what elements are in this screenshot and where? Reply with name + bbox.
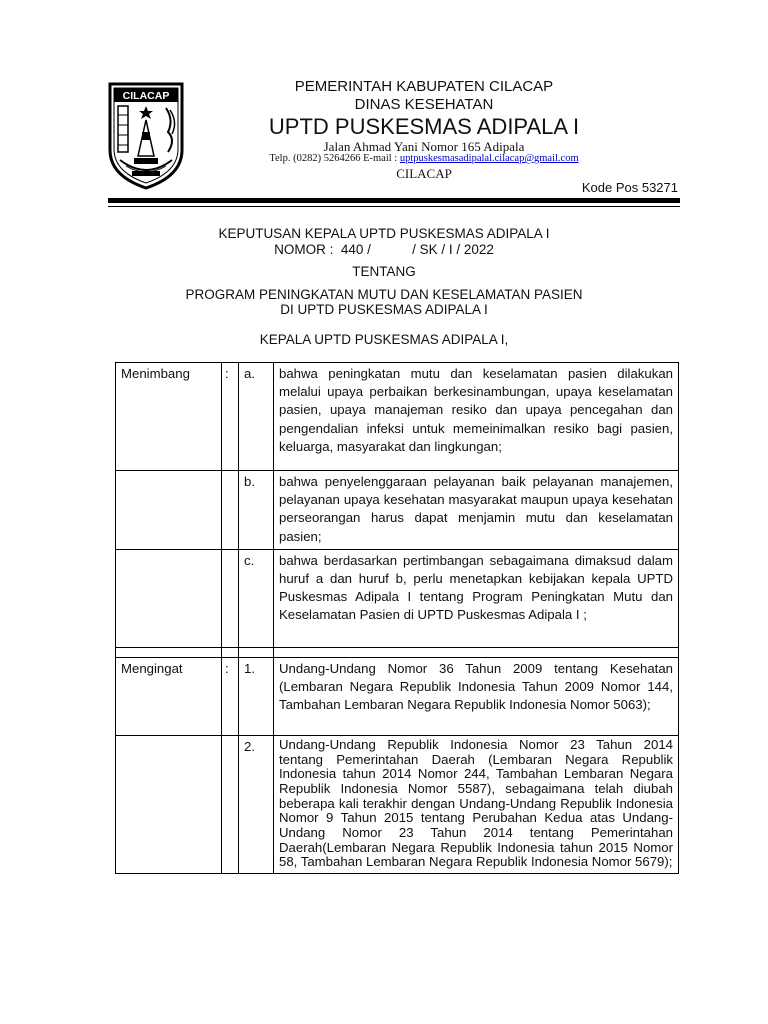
header-contact [80,153,768,164]
header-department: DINAS KESEHATAN [354,96,494,113]
header-address: Jalan Ahmad Yani Nomor 165 Adipala [323,139,525,154]
header-government: PEMERINTAH KABUPATEN CILACAP [294,78,554,95]
menimbang-item-c: bahwa berdasarkan pertimbangan sebagaimana dimaksud dalam huruf a dan huruf b, perlu menetapkan kebijakan kepala UPTD Puskesmas Adipala I tentang Program Peningkatan Mutu dan Keselamatan Pasien di UPTD Puskesmas Adipala I ; [274,549,679,647]
colon: : [222,657,239,735]
header-divider-thin [108,206,680,207]
item-marker: c. [239,549,274,647]
mengingat-item-1: Undang-Undang Nomor 36 Tahun 2009 tentang Kesehatan (Lembaran Negara Republik Indonesia Tahun 2009 Nomor 144, Tambahan Lembaran Negara Republik Indonesia Nomor 5063); [274,657,679,735]
menimbang-item-b: bahwa penyelenggaraan pelayanan baik pelayanan manajemen, pelayanan upaya kesehatan masyarakat maupun upaya kesehatan perseorangan harus dapat menjamin mutu dan keselamatan pasien; [274,471,679,550]
table-row [116,657,679,735]
decree-subject-line2: DI UPTD PUSKESMAS ADIPALA I [280,302,488,317]
mengingat-label: Mengingat [116,657,222,735]
email-link[interactable]: uptpuskesmasadipalal.cilacap@gmail.com [399,153,579,164]
table-row [116,549,679,647]
header-institution: UPTD PUSKESMAS ADIPALA I [268,114,580,139]
item-marker: b. [239,471,274,550]
table-row [116,363,679,471]
decree-tentang: TENTANG [352,264,416,279]
header-telp: Telp. (0282) 5264266 E-mail : [269,153,400,164]
decree-number: NOMOR : 440 / / SK / I / 2022 [274,242,494,257]
considerations-table [115,362,679,874]
svg-text:CILACAP: CILACAP [122,90,170,102]
header-postal-code: Kode Pos 53271 [581,180,678,195]
item-marker: 1. [239,657,274,735]
mengingat-item-2: Undang-Undang Republik Indonesia Nomor 23 Tahun 2014 tentang Pemerintahan Daerah (Lembaran Negara Republik Indonesia tahun 2014 Nomor 244, Tambahan Lembaran Negara Republik Indonesia Nomor 5587), sebagaimana telah diubah beberapa kali terakhir dengan Undang-Undang Republik Indonesia Nomor 9 Tahun 2015 tentang Perubahan Kedua atas Undang-Undang Nomor 23 Tahun 2014 tentang Pemerintahan Daerah(Lembaran Negara Republik Indonesia tahun 2015 Nomor 58, Tambahan Lembaran Negara Republik Indonesia Nomor 5679); [274,735,679,873]
menimbang-item-a: bahwa peningkatan mutu dan keselamatan pasien dilakukan melalui upaya perbaikan berkesinambungan, upaya keselamatan pasien, upaya manajeman resiko dan upaya pencegahan dan pengendalian infeksi untuk memeinimalkan resiko bagi pasien, keluarga, masyarakat dan lingkungan; [274,363,679,471]
colon: : [222,363,239,471]
decree-issuer: KEPALA UPTD PUSKESMAS ADIPALA I, [259,332,509,347]
header-divider-thick [108,198,680,203]
table-spacer-row [116,647,679,657]
header-city: CILACAP [396,166,452,181]
decree-title: KEPUTUSAN KEPALA UPTD PUSKESMAS ADIPALA I [218,226,550,241]
item-marker: 2. [239,735,274,873]
item-marker: a. [239,363,274,471]
menimbang-label: Menimbang [116,363,222,471]
table-row [116,471,679,550]
table-row [116,735,679,873]
decree-subject-line1: PROGRAM PENINGKATAN MUTU DAN KESELAMATAN PASIEN [185,287,583,302]
